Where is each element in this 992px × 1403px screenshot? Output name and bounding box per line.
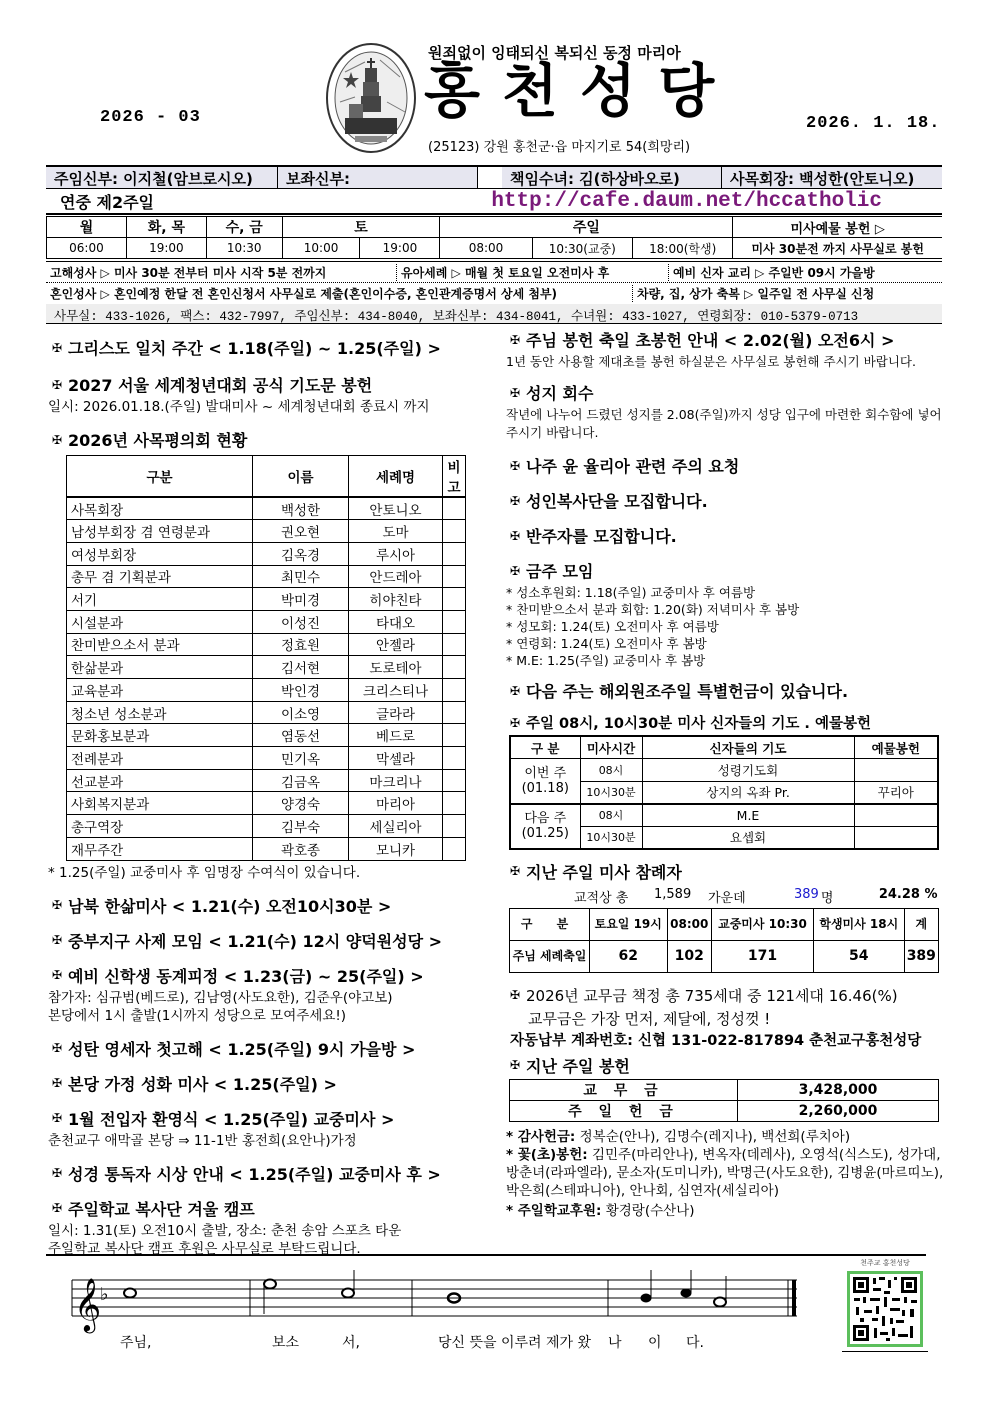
remark-cell (443, 792, 466, 815)
role-cell: 청소년 성소분과 (67, 701, 253, 724)
notice-heading: ✠ 나주 윤 율리아 관련 주의 요청 (504, 454, 946, 477)
prayer-group-cell: 상지의 옥좌 Pr. (642, 781, 854, 804)
notice-heading: ✠ 성지 회수 (504, 381, 946, 404)
column-header: 비고 (443, 456, 466, 498)
contact-numbers: 사무실: 433-1026, 팩스: 432-7997, 주임신부: 434-8040, 보좌신부: 434-8041, 수녀원: 433-1027, 연령회장: 010-5379-0713 (46, 304, 942, 324)
mass-time-cell: 10시30분 (580, 781, 642, 804)
issue-number: 2026 - 03 (100, 108, 201, 127)
offering-label: 교 무 금 (510, 1079, 738, 1100)
column-header: 교중미사 10:30 (712, 908, 814, 940)
cross-icon: ✠ (509, 385, 521, 400)
offering-group-cell (854, 804, 938, 827)
sunday-school-support: * 주일학교후원: 황경랑(수산나) (506, 1202, 695, 1219)
table-row (67, 679, 466, 702)
lyric-word: 당신 뜻을 이루려 제가 왔 (438, 1335, 592, 1351)
name-cell: 양경숙 (253, 792, 349, 815)
baptismal-name-cell: 안토니오 (349, 497, 443, 520)
qr-code[interactable] (847, 1271, 923, 1347)
name-cell: 이소영 (253, 701, 349, 724)
cross-icon: ✠ (509, 528, 521, 543)
day-wed-fri: 수, 금 (206, 217, 282, 238)
week-date: (01.18) (521, 780, 569, 796)
palm-text: 작년에 나누어 드렸던 성지를 2.08(주일)까지 성당 입구에 마련한 회수함에 넣어 주시기 바랍니다. (506, 407, 942, 440)
name-cell: 이성진 (253, 610, 349, 633)
day-mon: 월 (47, 217, 127, 238)
notice-heading: ✠ 남북 한삶미사 < 1.21(수) 오전10시30분 > (46, 894, 496, 917)
week-label: 이번 주 (524, 765, 567, 781)
column-header: 세례명 (349, 456, 443, 498)
offering-value: 2,260,000 (738, 1100, 939, 1121)
attendance-count: 62 (590, 940, 668, 972)
qr-code-box (840, 1258, 930, 1352)
notice-heading: ✠ 중부지구 사제 모임 < 1.21(수) 12시 양덕원성당 > (46, 929, 496, 952)
prayer-group-cell: 성령기도회 (642, 759, 854, 782)
name-cell: 권오현 (253, 520, 349, 543)
week-cell (510, 804, 580, 849)
remark-cell (443, 497, 466, 520)
cross-icon: ✠ (51, 1076, 63, 1090)
offering-note-1: 미사예물 봉헌 ▷ (733, 217, 942, 238)
left-column (46, 330, 496, 1258)
column-header: 계 (904, 908, 938, 940)
parish-logo (325, 42, 417, 154)
column-header: 구 분 (510, 736, 580, 759)
remark-cell (443, 520, 466, 543)
infant-baptism-notice: 유아세례 ▷ 매월 첫 토요일 오전미사 후 (396, 264, 668, 281)
table-row (67, 565, 466, 588)
prayer-table (509, 735, 939, 850)
flower-offering: * 꽃(초)봉헌: 김민주(마리안나), 변옥자(데레사), 오영석(식스도), 성가대, 방춘녀(라파엘라), 문소자(도미니카), 박명근(사도요한), 김병윤(마르띠노), 박은희(스테파니아), 안나회, 심연자(세실리아) (506, 1146, 944, 1199)
cross-icon: ✠ (509, 332, 521, 347)
cross-icon: ✠ (509, 493, 521, 508)
notice-heading: ✠ 지난 주일 미사 참례자 (504, 860, 946, 883)
baptismal-name-cell: 루시아 (349, 542, 443, 565)
table-row (67, 520, 466, 543)
mass-time-cell: 10시30분 (580, 826, 642, 849)
lyric-word: 보소 (272, 1335, 300, 1351)
remark-cell (443, 656, 466, 679)
remark-cell (443, 815, 466, 838)
column-header: 토요일 19시 (590, 908, 668, 940)
table-row (510, 804, 938, 827)
lyric-word: 나 (608, 1335, 622, 1351)
name-cell: 박미경 (253, 588, 349, 611)
day-tue-thu: 화, 목 (126, 217, 206, 238)
notice-heading: ✠ 주일학교 복사단 겨울 캠프 (46, 1197, 496, 1220)
role-cell: 시설분과 (67, 610, 253, 633)
music-staff (62, 1270, 802, 1330)
notice-heading: ✠ 그리스도 일치 주간 < 1.18(주일) ~ 1.25(주일) > (46, 336, 496, 359)
remark-cell (443, 724, 466, 747)
notice-heading: ✠ 2027 서울 세계청년대회 공식 기도문 봉헌 (46, 373, 496, 396)
svg-text:♭: ♭ (100, 1284, 109, 1305)
remark-cell (443, 633, 466, 656)
lyric-word: 서, (342, 1335, 360, 1351)
wyd-text: 일시: 2026.01.18.(주일) 발대미사 ~ 세계청년대회 종료시 까지 (48, 399, 430, 415)
divider (46, 1254, 926, 1256)
remark-cell (443, 747, 466, 770)
attendance-count: 171 (712, 940, 814, 972)
cross-icon: ✠ (51, 968, 63, 982)
time-cell: 10:00 (282, 238, 360, 259)
table-row (67, 542, 466, 565)
lyric-word: 다. (686, 1335, 704, 1351)
offering-table (509, 1079, 939, 1122)
baptismal-name-cell: 안젤라 (349, 633, 443, 656)
dues-account: 자동납부 계좌번호: 신협 131-022-817894 춘천교구홍천성당 (510, 1032, 922, 1049)
divider (842, 1351, 928, 1352)
parish-address: (25123) 강원 홍천군·읍 마지기로 54(희망리) (428, 140, 691, 155)
cross-icon: ✠ (51, 1201, 63, 1215)
notice-heading: ✠ 성경 통독자 시상 안내 < 1.25(주일) 교중미사 후 > (46, 1162, 496, 1185)
confession-notice: 고해성사 ▷ 미사 30분 전부터 미사 시작 5분 전까지 (50, 265, 327, 280)
marriage-notice: 혼인성사 ▷ 혼인예정 한달 전 혼인신청서 사무실로 제출(혼인이수증, 혼인관계증명서 상세 첨부) (50, 287, 558, 301)
name-cell: 김부숙 (253, 815, 349, 838)
cross-icon: ✠ (509, 563, 521, 578)
meeting-item: * 연령회: 1.24(토) 오전미사 후 봄방 (506, 636, 707, 651)
offering-group-cell (854, 759, 938, 782)
parish-title: 홍천성당 (424, 57, 737, 125)
notice-heading: ✠ 예비 신학생 동계피정 < 1.23(금) ~ 25(주일) > (46, 964, 496, 987)
pastor: 주임신부: 이지철(암브로시오) (46, 167, 278, 188)
meeting-item: * 찬미받으소서 분과 회합: 1.20(화) 저녁미사 후 봄방 (506, 602, 800, 617)
week-label: 다음 주 (524, 811, 567, 826)
notice-heading: ✠ 주님 봉헌 축일 초봉헌 안내 < 2.02(월) 오전6시 > (504, 328, 946, 351)
camp-text-2: 주일학교 복사단 캠프 후원은 사무실로 부탁드립니다. (48, 1240, 361, 1257)
table-row (67, 724, 466, 747)
name-cell: 김서현 (253, 656, 349, 679)
remark-cell (443, 565, 466, 588)
table-row (67, 792, 466, 815)
table-row (67, 588, 466, 611)
cafe-url-link[interactable]: http://cafe.daum.net/hccatholic (491, 190, 882, 213)
time-cell: 08:00 (440, 238, 532, 259)
right-column (504, 322, 946, 1220)
notice-heading: ✠ 금주 모임 (504, 559, 946, 582)
prayer-group-cell: 요셉회 (642, 826, 854, 849)
seminary-departure: 본당에서 1시 출발(1시까지 성당으로 모여주세요!) (48, 1007, 347, 1024)
remark-cell (443, 837, 466, 860)
table-row (67, 815, 466, 838)
blessing-notice: 차량, 집, 상가 축복 ▷ 일주일 전 사무실 신청 (632, 285, 942, 302)
liturgical-season: 연중 제2주일 (60, 193, 154, 212)
lyric-word: 이 (648, 1335, 662, 1351)
table-row (67, 837, 466, 860)
role-cell: 교육분과 (67, 679, 253, 702)
baptismal-name-cell: 베드로 (349, 724, 443, 747)
time-cell: 19:00 (126, 238, 206, 259)
baptismal-name-cell: 도로테아 (349, 656, 443, 679)
role-cell: 재무주간 (67, 837, 253, 860)
baptismal-name-cell: 안드레아 (349, 565, 443, 588)
offering-value: 3,428,000 (738, 1079, 939, 1100)
baptismal-name-cell: 타대오 (349, 610, 443, 633)
season-bar (46, 190, 942, 215)
name-cell: 박인경 (253, 679, 349, 702)
lyric-word: 주님, (120, 1335, 152, 1351)
dues-line-2: 교무금은 가장 먼저, 제달에, 정성껏 ! (528, 1009, 771, 1028)
role-cell: 서기 (67, 588, 253, 611)
time-cell: 10:30(교중) (532, 238, 632, 259)
remark-cell (443, 588, 466, 611)
cross-icon: ✠ (509, 1058, 521, 1072)
table-row (67, 497, 466, 520)
meeting-item: * 성모회: 1.24(토) 오전미사 후 여름방 (506, 619, 719, 634)
seminary-participants: 참가자: 심규범(베드로), 김남영(사도요한), 김준우(야고보) (48, 989, 393, 1006)
sister-in-charge: 책임수녀: 김(하상바오로) (502, 167, 722, 188)
sacrament-notices (46, 261, 942, 305)
table-row (67, 701, 466, 724)
notice-heading: ✠ 1월 전입자 환영식 < 1.25(주일) 교중미사 > (46, 1107, 496, 1130)
table-row (67, 633, 466, 656)
time-cell: 18:00(학생) (633, 238, 733, 259)
qr-label: 천주교 홍천성당 (860, 1259, 910, 1267)
time-cell: 06:00 (47, 238, 127, 259)
name-cell: 곽호종 (253, 837, 349, 860)
name-cell: 민기옥 (253, 747, 349, 770)
column-header: 미사시간 (580, 736, 642, 759)
attendance-stats: 교적상 총 1,589 가운데 389 명 24.28 % (574, 886, 938, 906)
meeting-item: * M.E: 1.25(주일) 교중미사 후 봄방 (506, 653, 706, 668)
role-cell: 선교분과 (67, 769, 253, 792)
role-cell: 전례분과 (67, 747, 253, 770)
role-cell: 남성부회장 겸 연령분과 (67, 520, 253, 543)
baptismal-name-cell: 크리스티나 (349, 679, 443, 702)
name-cell: 백성한 (253, 497, 349, 520)
role-cell: 문화홍보분과 (67, 724, 253, 747)
table-row (67, 747, 466, 770)
role-cell: 사목회장 (67, 497, 253, 520)
cross-icon: ✠ (509, 988, 521, 1002)
day-sun: 주일 (440, 217, 733, 238)
name-cell: 최민수 (253, 565, 349, 588)
role-cell: 사회복지분과 (67, 792, 253, 815)
attendance-count: 389 (904, 940, 938, 972)
cross-icon: ✠ (51, 340, 63, 355)
camp-text-1: 일시: 1.31(토) 오전10시 출발, 장소: 춘천 송암 스포츠 타운 (48, 1222, 402, 1239)
notice-heading: ✠ 지난 주일 봉헌 (504, 1054, 946, 1077)
column-header: 구 분 (510, 908, 590, 940)
baptismal-name-cell: 도마 (349, 520, 443, 543)
table-row (67, 656, 466, 679)
role-cell: 총무 겸 기획분과 (67, 565, 253, 588)
cross-icon: ✠ (51, 377, 63, 392)
week-cell (510, 759, 580, 804)
notice-heading: ✠ 성탄 영세자 첫고해 < 1.25(주일) 9시 가을방 > (46, 1037, 496, 1060)
welcome-text: 춘천교구 애막골 본당 ⇒ 11-1반 홍전희(요안나)가정 (48, 1132, 357, 1149)
offering-label: 주 일 헌 금 (510, 1100, 738, 1121)
cross-icon: ✠ (51, 1041, 63, 1055)
offering-group-cell: 꾸리아 (854, 781, 938, 804)
day-sat: 토 (282, 217, 440, 238)
column-header: 학생미사 18시 (813, 908, 904, 940)
cross-icon: ✠ (509, 715, 521, 730)
notice-heading: ✠ 다음 주는 해외원조주일 특별헌금이 있습니다. (504, 679, 946, 702)
mass-time-cell: 08시 (580, 804, 642, 827)
bulletin-date: 2026. 1. 18. (806, 114, 941, 133)
attendance-count: 102 (667, 940, 712, 972)
column-header: 이름 (253, 456, 349, 498)
offering-note-2: 미사 30분전 까지 사무실로 봉헌 (733, 238, 942, 259)
cross-icon: ✠ (509, 458, 521, 473)
remark-cell (443, 769, 466, 792)
notice-heading: ✠ 본당 가정 성화 미사 < 1.25(주일) > (46, 1072, 496, 1095)
time-cell: 10:30 (206, 238, 282, 259)
notice-heading: ✠ 주일 08시, 10시30분 미사 신자들의 기도 . 예물봉헌 (504, 712, 946, 733)
attendance-percent: 24.28 % (878, 886, 938, 902)
remark-cell (443, 542, 466, 565)
baptismal-name-cell: 세실리아 (349, 815, 443, 838)
name-cell: 염동선 (253, 724, 349, 747)
notice-heading: ✠ 성인복사단을 모집합니다. (504, 489, 946, 512)
role-cell: 한삶분과 (67, 656, 253, 679)
baptismal-name-cell: 마리아 (349, 792, 443, 815)
remark-cell (443, 679, 466, 702)
cross-icon: ✠ (51, 1111, 63, 1125)
mass-time-cell: 08시 (580, 759, 642, 782)
dues-line-1: ✠ 2026년 교무금 책정 총 735세대 중 121세대 16.46(%) (504, 985, 946, 1006)
notice-heading: ✠ 2026년 사목평의회 현황 (46, 428, 496, 451)
column-header: 08:00 (667, 908, 712, 940)
cross-icon: ✠ (51, 432, 63, 447)
week-date: (01.25) (521, 826, 569, 841)
role-cell: 여성부회장 (67, 542, 253, 565)
time-cell: 19:00 (360, 238, 440, 259)
column-header: 신자들의 기도 (642, 736, 854, 759)
name-cell: 김금옥 (253, 769, 349, 792)
cross-icon: ✠ (51, 933, 63, 947)
attended-count: 389 (794, 886, 819, 902)
role-cell: 총구역장 (67, 815, 253, 838)
table-row (510, 759, 938, 782)
table-row (67, 769, 466, 792)
cross-icon: ✠ (509, 864, 521, 878)
mass-schedule-table (46, 216, 942, 259)
remark-cell (443, 701, 466, 724)
council-note: * 1.25(주일) 교중미사 후 임명장 수여식이 있습니다. (48, 864, 361, 881)
remark-cell (443, 610, 466, 633)
cross-icon: ✠ (509, 683, 521, 698)
parish-subtitle: 원죄없이 잉태되신 복되신 동정 마리아 (428, 44, 681, 62)
cross-icon: ✠ (51, 1166, 63, 1180)
baptismal-name-cell: 막셀라 (349, 747, 443, 770)
attendance-count: 54 (813, 940, 904, 972)
baptismal-name-cell: 모니카 (349, 837, 443, 860)
name-cell: 김옥경 (253, 542, 349, 565)
name-cell: 정효원 (253, 633, 349, 656)
column-header: 구분 (67, 456, 253, 498)
svg-text:𝄞: 𝄞 (74, 1277, 102, 1331)
council-table (66, 455, 466, 861)
prayer-group-cell: M.E (642, 804, 854, 827)
role-cell: 찬미받으소서 분과 (67, 633, 253, 656)
baptismal-name-cell: 글라라 (349, 701, 443, 724)
cross-icon: ✠ (51, 898, 63, 912)
attendance-table (509, 908, 939, 973)
baptismal-name-cell: 마크리나 (349, 769, 443, 792)
meeting-item: * 성소후원회: 1.18(주일) 교중미사 후 여름방 (506, 585, 756, 600)
row-label: 주님 세례축일 (510, 940, 590, 972)
staff-bar (46, 165, 942, 189)
column-header: 예물봉헌 (854, 736, 938, 759)
assistant-priest: 보좌신부: (278, 167, 478, 188)
candle-text: 1년 동안 사용할 제대초를 봉헌 하실분은 사무실로 봉헌해 주시기 바랍니다. (506, 354, 916, 369)
notice-heading: ✠ 반주자를 모집합니다. (504, 524, 946, 547)
thanks-offering: * 감사헌금: 정복순(안나), 김명수(레지나), 백선희(루치아) (506, 1128, 851, 1145)
baptismal-name-cell: 히야친타 (349, 588, 443, 611)
table-row (67, 610, 466, 633)
catechumen-notice: 예비 신자 교리 ▷ 주일반 09시 가을방 (668, 264, 942, 281)
council-president: 사목회장: 백성한(안토니오) (722, 167, 942, 188)
offering-group-cell (854, 826, 938, 849)
